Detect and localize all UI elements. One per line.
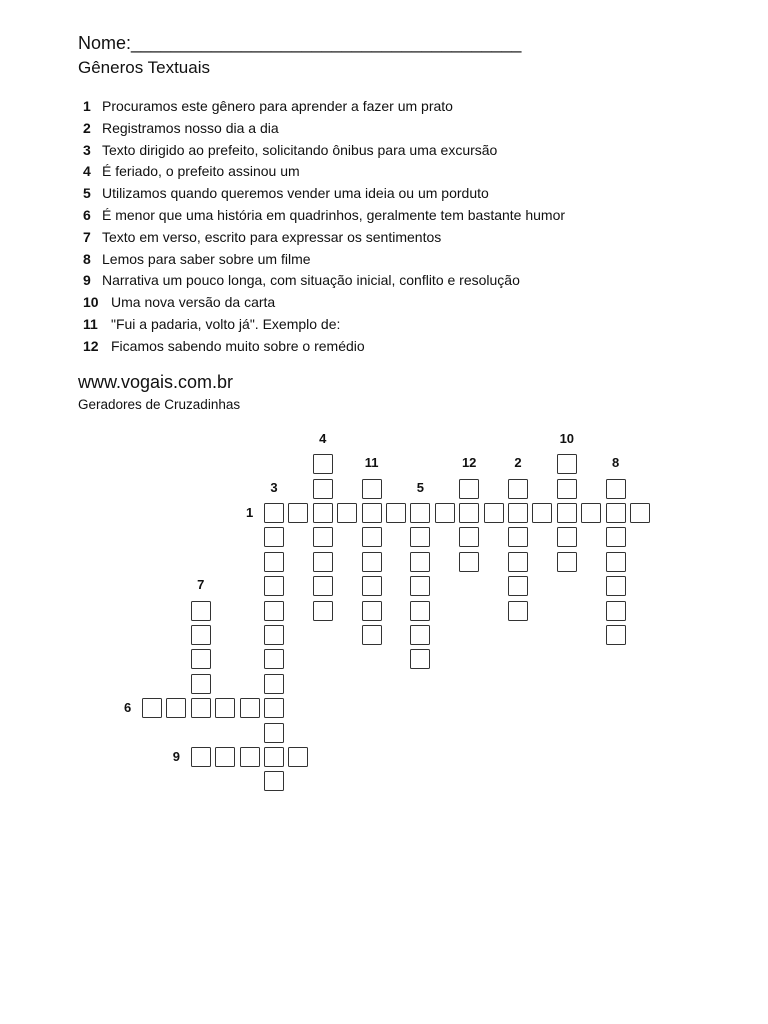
crossword-cell[interactable] [313,601,333,621]
crossword-cell[interactable] [166,698,186,718]
crossword-cell[interactable] [410,649,430,669]
clue-number: 2 [83,119,91,136]
crossword-cell[interactable] [557,527,577,547]
crossword-cell[interactable] [264,698,284,718]
crossword-cell[interactable] [606,527,626,547]
crossword-cell[interactable] [508,503,528,523]
crossword-number: 12 [461,455,477,471]
clue-text: Utilizamos quando queremos vender uma ideia ou um porduto [102,185,489,202]
crossword-cell[interactable] [459,552,479,572]
crossword-cell[interactable] [240,747,260,767]
crossword-cell[interactable] [459,479,479,499]
crossword-number: 3 [270,479,278,495]
crossword-cell[interactable] [557,479,577,499]
site-url: www.vogais.com.br [78,372,234,392]
crossword-number: 1 [245,505,254,520]
crossword-cell[interactable] [386,503,406,523]
crossword-cell[interactable] [264,503,284,523]
crossword-cell[interactable] [313,503,333,523]
crossword-number: 11 [364,455,379,471]
clue-text: Ficamos sabendo muito sobre o remédio [111,337,365,354]
crossword-cell[interactable] [484,503,504,523]
clue-text: Lemos para saber sobre um filme [102,250,311,267]
crossword-cell[interactable] [264,723,284,743]
crossword-cell[interactable] [410,503,430,523]
crossword-cell[interactable] [264,552,284,572]
crossword-cell[interactable] [606,625,626,645]
clue-number: 4 [83,163,91,180]
crossword-cell[interactable] [215,698,235,718]
clue-text: Registramos nosso dia a dia [102,119,279,136]
crossword-cell[interactable] [264,771,284,791]
clue-text: Procuramos este gênero para aprender a fazer um prato [102,98,453,114]
clue-number: 7 [83,228,91,245]
clue-number: 3 [83,141,91,158]
crossword-cell[interactable] [264,527,284,547]
crossword-cell[interactable] [606,601,626,621]
crossword-number: 5 [416,479,424,495]
crossword-cell[interactable] [557,503,577,523]
crossword-cell[interactable] [264,625,284,645]
crossword-cell[interactable] [362,479,382,499]
crossword-number: 10 [559,430,575,446]
crossword-cell[interactable] [459,527,479,547]
crossword-cell[interactable] [288,503,308,523]
crossword-cell[interactable] [410,625,430,645]
crossword-cell[interactable] [313,527,333,547]
clue-text: Narrativa um pouco longa, com situação inicial, conflito e resolução [102,272,520,289]
crossword-cell[interactable] [191,674,211,694]
crossword-number: 4 [319,430,327,446]
crossword-cell[interactable] [606,552,626,572]
crossword-cell[interactable] [191,649,211,669]
crossword-cell[interactable] [362,503,382,523]
crossword-cell[interactable] [142,698,162,718]
crossword-cell[interactable] [215,747,235,767]
crossword-cell[interactable] [581,503,601,523]
crossword-cell[interactable] [288,747,308,767]
clue-text: Texto dirigido ao prefeito, solicitando ônibus para uma excursão [102,141,498,158]
crossword-cell[interactable] [410,527,430,547]
crossword-cell[interactable] [606,576,626,596]
crossword-cell[interactable] [264,747,284,767]
crossword-cell[interactable] [362,576,382,596]
crossword-cell[interactable] [191,601,211,621]
crossword-number: 9 [172,749,180,764]
crossword-cell[interactable] [362,601,382,621]
crossword-cell[interactable] [410,576,430,596]
crossword-cell[interactable] [313,479,333,499]
crossword-cell[interactable] [557,552,577,572]
crossword-cell[interactable] [630,503,650,523]
crossword-cell[interactable] [240,698,260,718]
site-subtitle: Geradores de Cruzadinhas [78,397,241,412]
crossword-cell[interactable] [508,479,528,499]
crossword-cell[interactable] [337,503,357,523]
clue-text: É menor que uma história em quadrinhos, geralmente tem bastante humor [102,206,566,223]
crossword-cell[interactable] [435,503,455,523]
crossword-cell[interactable] [362,552,382,572]
crossword-number: 2 [514,455,522,471]
clue-text: Uma nova versão da carta [111,294,276,311]
clue-number: 10 [83,294,99,311]
crossword-cell[interactable] [532,503,552,523]
crossword-number: 7 [197,577,205,593]
crossword-number: 6 [123,700,132,716]
clue-text: É feriado, o prefeito assinou um [102,163,300,180]
crossword-cell[interactable] [410,552,430,572]
crossword-cell[interactable] [264,576,284,596]
crossword-cell[interactable] [362,527,382,547]
clue-number: 6 [83,206,91,223]
crossword-cell[interactable] [264,674,284,694]
crossword-cell[interactable] [264,601,284,621]
clue-number: 8 [83,250,91,267]
clue-number: 11 [83,315,98,332]
crossword-cell[interactable] [410,601,430,621]
crossword-cell[interactable] [313,576,333,596]
crossword-cell[interactable] [264,649,284,669]
crossword-cell[interactable] [606,503,626,523]
crossword-cell[interactable] [313,552,333,572]
page-title: Gêneros Textuais [78,58,210,77]
crossword-cell[interactable] [362,625,382,645]
clue-text: Texto em verso, escrito para expressar os sentimentos [102,228,442,245]
crossword-cell[interactable] [606,479,626,499]
crossword-cell[interactable] [191,698,211,718]
clue-text: "Fui a padaria, volto já". Exemplo de: [111,315,341,332]
crossword-cell[interactable] [191,747,211,767]
crossword-cell[interactable] [313,454,333,474]
crossword-cell[interactable] [191,625,211,645]
name-line: Nome:_______________________________________ [78,33,522,53]
crossword-number: 8 [611,455,620,471]
crossword-cell[interactable] [557,454,577,474]
clue-number: 5 [83,185,91,202]
crossword-cell[interactable] [508,576,528,596]
crossword-cell[interactable] [459,503,479,523]
crossword-cell[interactable] [508,527,528,547]
clue-number: 1 [83,98,91,114]
clue-number: 9 [83,272,91,289]
clue-number: 12 [83,337,99,354]
crossword-cell[interactable] [508,552,528,572]
crossword-cell[interactable] [508,601,528,621]
